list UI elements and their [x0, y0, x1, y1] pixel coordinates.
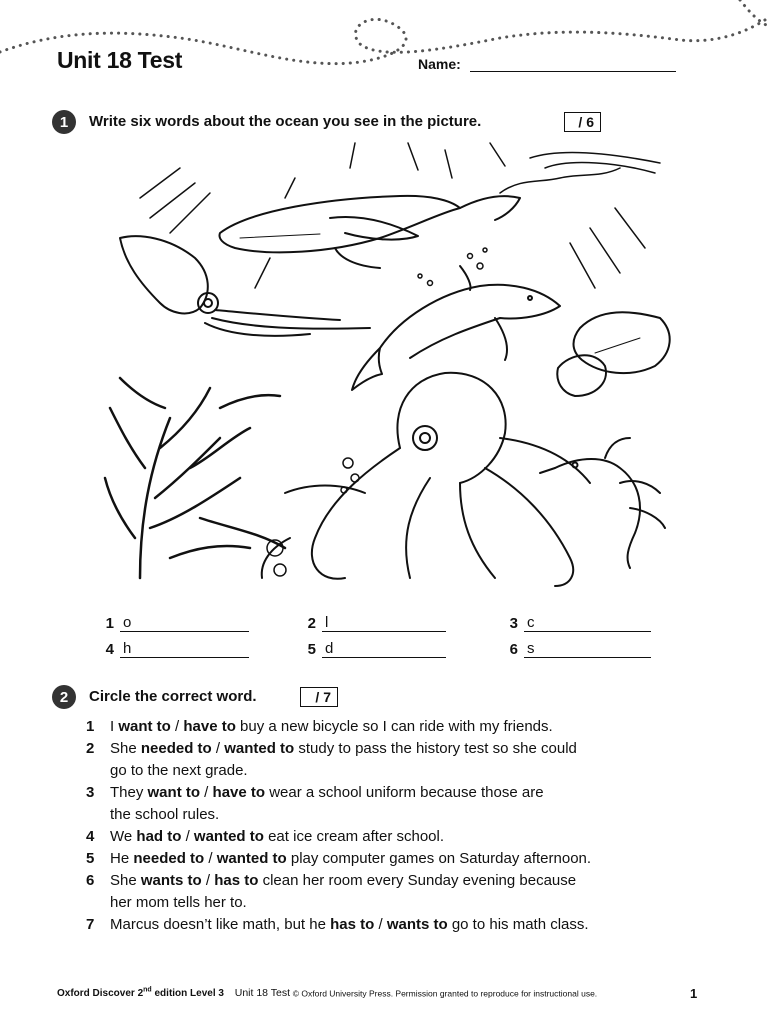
answer-blank[interactable]: d [322, 640, 446, 658]
answer-number: 4 [105, 641, 114, 658]
word-choice[interactable]: want to [118, 718, 171, 735]
question-line: her mom tells her to. [110, 894, 247, 911]
question-item [86, 782, 686, 826]
question-item [86, 716, 686, 738]
question-number: 4 [86, 828, 95, 845]
answer-number: 5 [307, 641, 316, 658]
question-line: She wants to / has to clean her room every Sunday evening because [110, 872, 577, 889]
coral-icon [105, 378, 285, 578]
word-choice[interactable]: has to [214, 872, 259, 889]
page-title: Unit 18 Test [57, 47, 183, 73]
answer-row-2 [294, 614, 446, 632]
footer [57, 987, 597, 999]
question-line: Marcus doesn’t like math, but he has to / wants to go to his math class. [110, 916, 589, 933]
answer-row-4 [92, 640, 249, 658]
answer-blank[interactable]: l [322, 614, 446, 632]
answer-blank[interactable]: c [524, 614, 651, 632]
question-line: He needed to / wanted to play computer games on Saturday afternoon. [110, 850, 592, 867]
question-item [86, 826, 686, 848]
question-number: 3 [86, 784, 95, 801]
answer-number: 3 [509, 615, 518, 632]
light-rays-icon [140, 143, 645, 288]
footer-unit: Unit 18 Test [234, 987, 291, 1000]
answer-row-6 [496, 640, 651, 658]
word-choice[interactable]: wants to [140, 872, 202, 889]
question-item [86, 914, 686, 936]
section-2-instruction: Circle the correct word. [89, 688, 257, 705]
question-line: go to the next grade. [110, 762, 248, 779]
question-list [86, 716, 686, 936]
word-choice[interactable]: wanted to [193, 828, 264, 845]
word-choice[interactable]: needed to [140, 740, 212, 757]
question-number: 1 [86, 718, 95, 735]
question-number: 2 [86, 740, 95, 757]
section-1-score-box: / 6 [564, 112, 601, 132]
octopus-icon [262, 373, 590, 586]
question-line: I want to / have to buy a new bicycle so I can ride with my friends. [110, 718, 553, 735]
name-label: Name: [418, 56, 461, 72]
question-number: 6 [86, 872, 95, 889]
whale-icon [220, 196, 520, 268]
section-2-score-box: / 7 [300, 687, 338, 707]
word-choice[interactable]: has to [330, 916, 375, 933]
answer-number: 6 [509, 641, 518, 658]
ocean-picture [100, 138, 690, 590]
question-number: 5 [86, 850, 95, 867]
word-choice[interactable]: have to [212, 784, 266, 801]
question-item [86, 870, 686, 914]
word-choice[interactable]: needed to [133, 850, 205, 867]
question-line: They want to / have to wear a school uniform because those are [110, 784, 544, 801]
word-choice[interactable]: wanted to [224, 740, 295, 757]
section-2-number: 2 [52, 685, 76, 709]
footer-copyright: © Oxford University Press. Permission granted to reproduce for instructional use. [292, 988, 598, 999]
question-item [86, 848, 686, 870]
answer-blank[interactable]: s [524, 640, 651, 658]
word-choice[interactable]: have to [183, 718, 236, 735]
question-line: She needed to / wanted to study to pass the history test so she could [110, 740, 577, 757]
word-choice[interactable]: wants to [386, 916, 448, 933]
word-choice[interactable]: want to [147, 784, 201, 801]
question-line: the school rules. [110, 806, 220, 823]
question-item [86, 738, 686, 782]
answer-number: 1 [105, 615, 114, 632]
section-1-instruction: Write six words about the ocean you see in the picture. [89, 113, 482, 130]
name-field-line[interactable] [470, 71, 676, 72]
answer-row-5 [294, 640, 446, 658]
answer-row-1 [92, 614, 249, 632]
word-choice[interactable]: had to [136, 828, 182, 845]
question-line: We had to / wanted to eat ice cream after school. [110, 828, 445, 845]
word-choice[interactable]: wanted to [216, 850, 287, 867]
answer-blank[interactable]: h [120, 640, 249, 658]
answer-number: 2 [307, 615, 316, 632]
question-number: 7 [86, 916, 95, 933]
dolphin-icon [352, 266, 560, 390]
section-1-number: 1 [52, 110, 76, 134]
footer-brand: Oxford Discover 2nd edition Level 3 [57, 987, 224, 1000]
answer-row-3 [496, 614, 651, 632]
squid-icon [120, 236, 370, 336]
answer-blank[interactable]: o [120, 614, 249, 632]
page-number: 1 [690, 986, 698, 1001]
kelp-icon [557, 312, 669, 396]
